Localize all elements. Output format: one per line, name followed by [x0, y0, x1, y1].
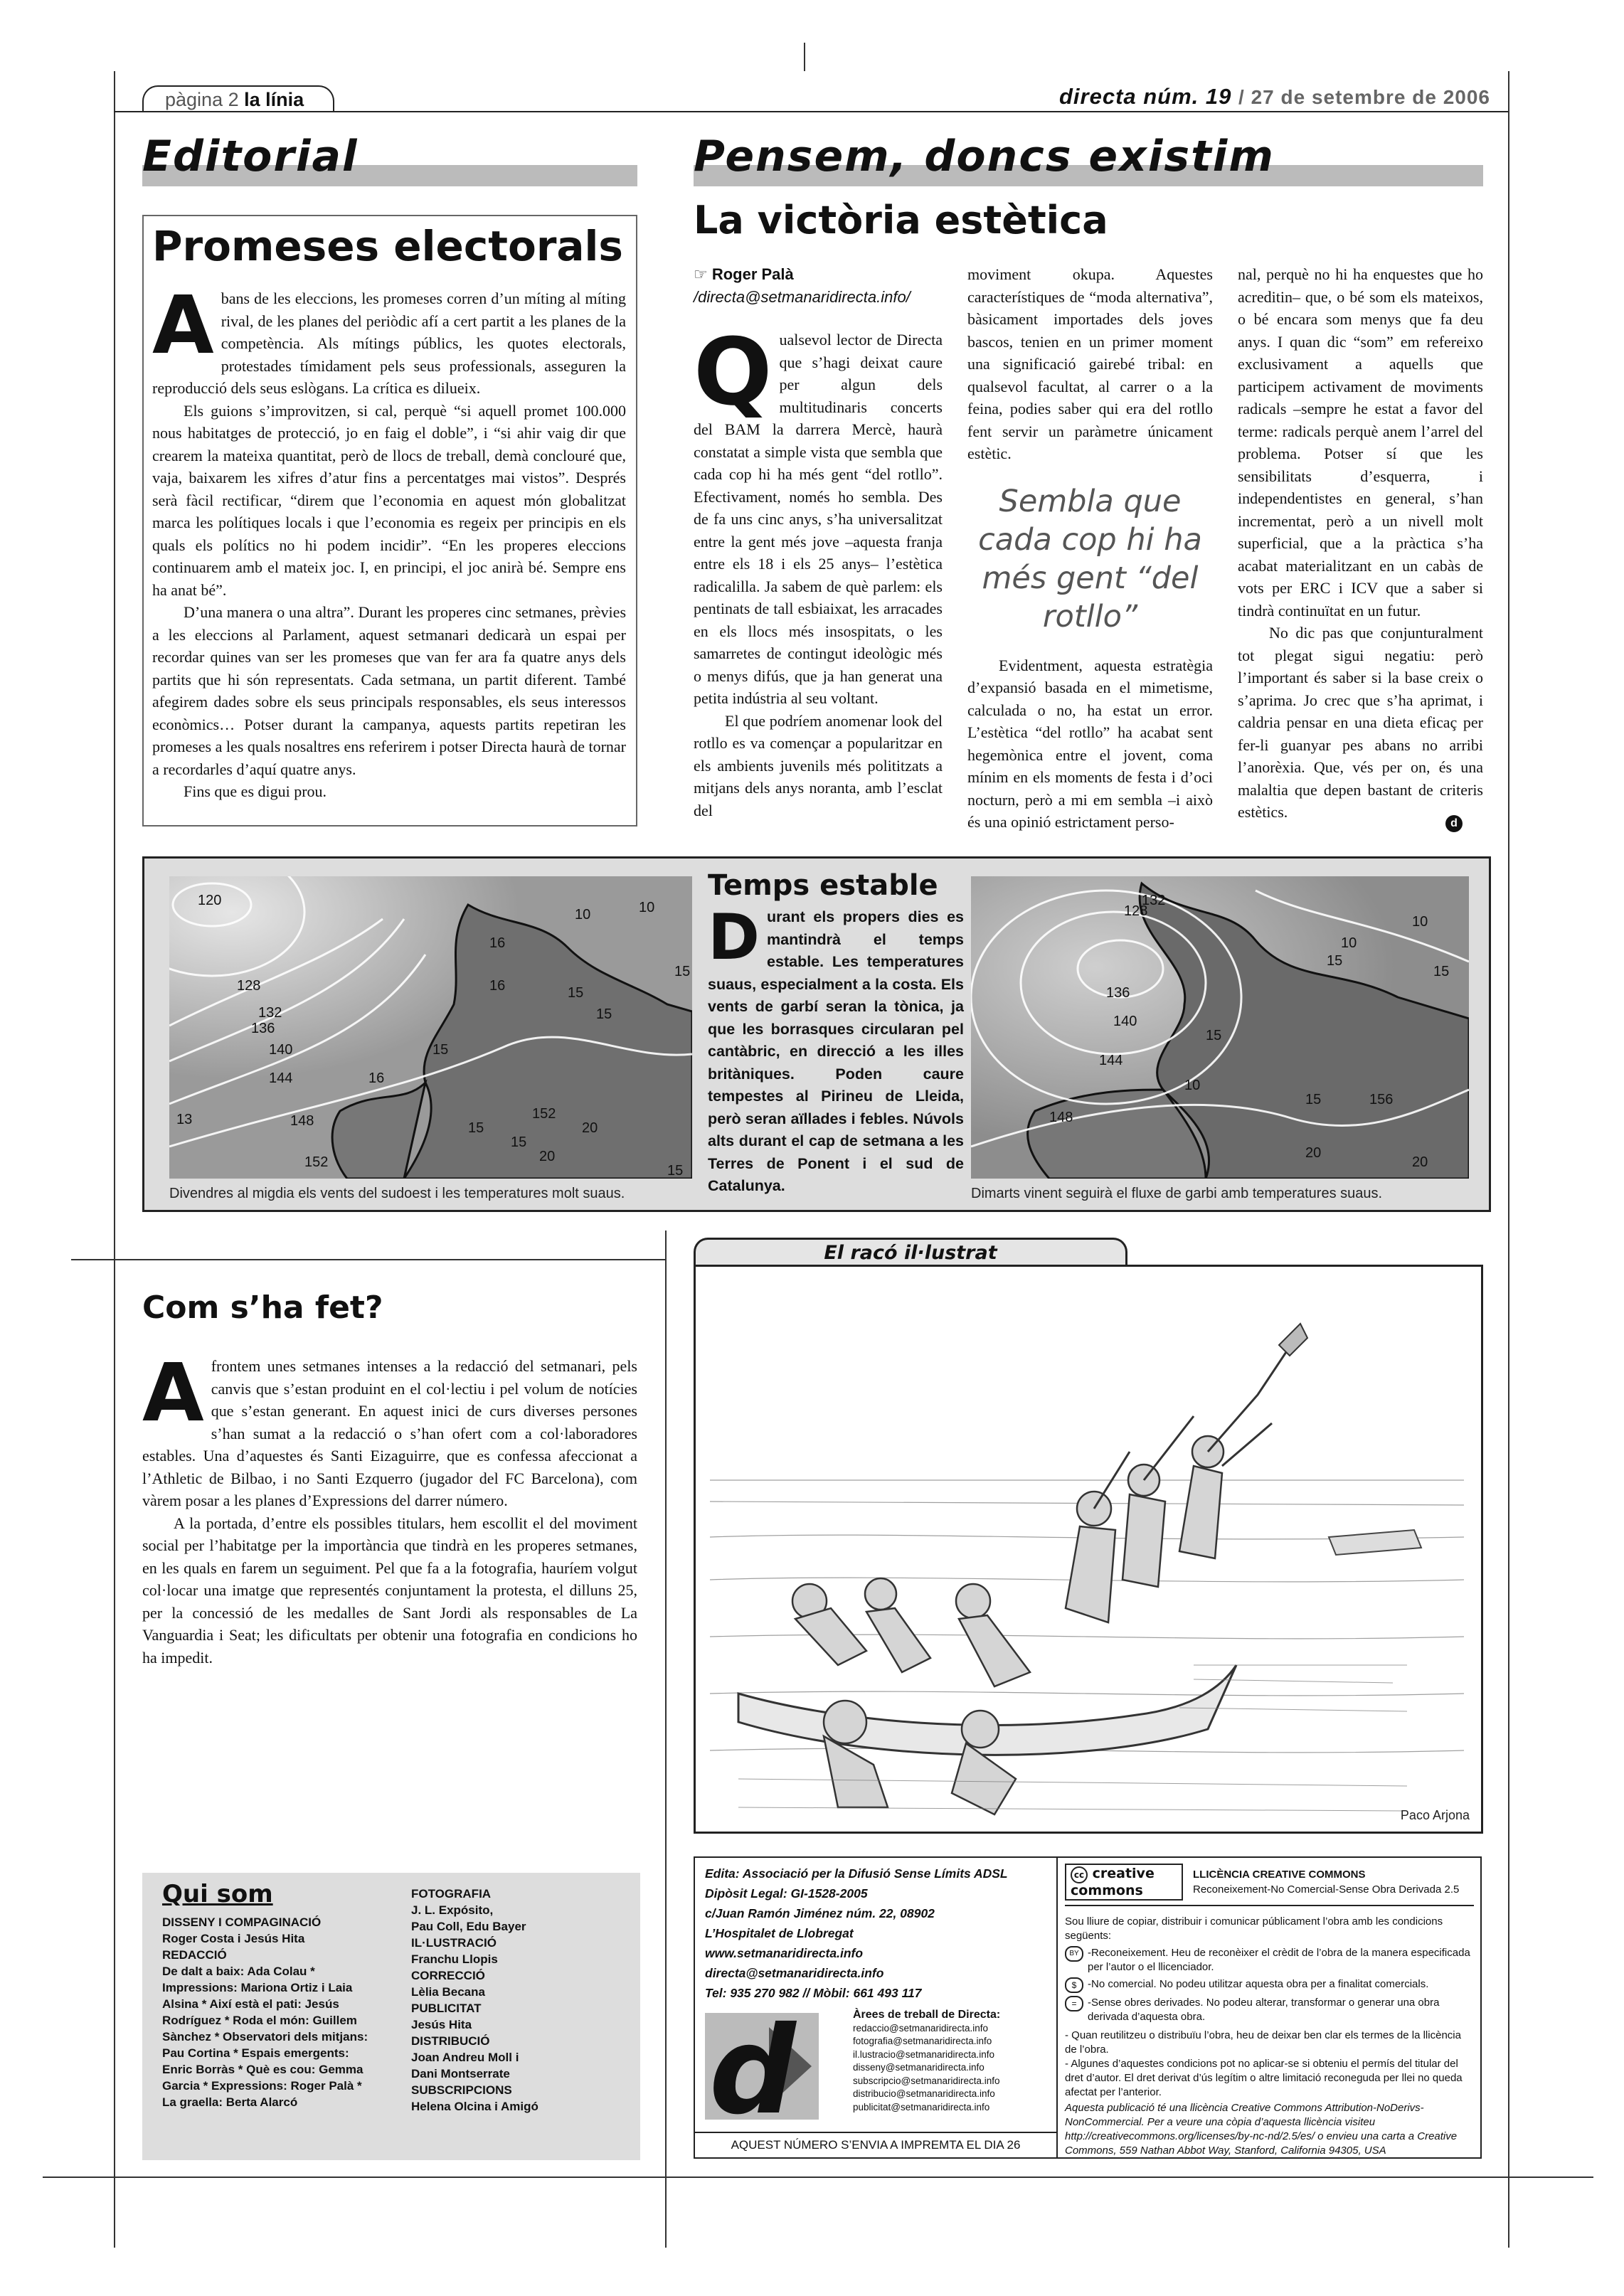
- credits-box: [694, 1856, 1482, 2159]
- map-label: 152: [304, 1154, 329, 1170]
- quisom-line: Impressions: Mariona Ortiz i Laia: [162, 1981, 353, 1994]
- editorial-paragraph: D’una manera o una altra”. Durant les properes cinc setmanes, prèvies a les eleccions al Parlament, aquest setmanari dedicarà un espai per recordar quines van ser les promeses que van fer ara fa quatre anys dels partits que hi són representats. Cada setmana, un partit diferent. També afegirem dades sobre els seus principals responsables, els seus interessos econòmics… Potser durant la campanya, aquests partits repetiran les promeses a les quals nosaltres ens referirem i potser Directa haurà de tornar a recordarles d’aquí quatre anys.: [152, 603, 626, 778]
- map-label: 15: [667, 1163, 684, 1179]
- publisher-line: c/Juan Ramón Jiménez núm. 22, 08902: [705, 1906, 935, 1920]
- opinion-section-heading: Pensem, doncs existim: [694, 132, 1275, 181]
- quisom-line: DISSENY I COMPAGINACIÓ: [162, 1915, 322, 1929]
- map-label: 15: [568, 985, 584, 1001]
- editorial-box: [142, 215, 637, 827]
- license-title: LLICÈNCIA CREATIVE COMMONS: [1193, 1869, 1366, 1881]
- map-label: 15: [1206, 1028, 1222, 1043]
- quisom-title: Qui som: [162, 1880, 273, 1908]
- publisher-lines: [705, 1864, 1054, 2003]
- opinion-column-2: [967, 263, 1213, 834]
- end-mark-icon: d: [1445, 815, 1463, 832]
- issue-date: / 27 de setembre de 2006: [1238, 86, 1490, 108]
- license-condition-text: -Reconeixement. Heu de reconèixer el crèdit de l’obra de la manera especificada per l’autor o el llicenciador.: [1088, 1947, 1470, 1973]
- editorial-dropcap: A: [152, 280, 214, 372]
- directa-logo: [705, 2013, 819, 2120]
- comshafet-dropcap: A: [142, 1347, 204, 1440]
- map-label: 140: [1113, 1014, 1137, 1029]
- map-label: 15: [432, 1042, 449, 1058]
- header-rule: [114, 111, 1508, 112]
- isobar-map-right: [971, 876, 1469, 1179]
- work-area-email: subscripcio@setmanaridirecta.info: [853, 2075, 1000, 2086]
- quisom-line: IL·LUSTRACIÓ: [411, 1936, 497, 1950]
- editorial-body: [152, 280, 626, 803]
- weather-dropcap: D: [708, 900, 760, 974]
- weather-caption-right: Dimarts vinent seguirà el fluxe de garbi amb temperatures suaus.: [971, 1186, 1383, 1201]
- license-condition-text: -Sense obres derivades. No podeu alterar, transformar o generar una obra derivada d’aquesta obra.: [1088, 1997, 1440, 2023]
- quisom-line: PUBLICITAT: [411, 2002, 482, 2015]
- map-label: 15: [1327, 953, 1343, 969]
- work-area-email: redaccio@setmanaridirecta.info: [853, 2022, 989, 2034]
- publisher-line: www.setmanaridirecta.info: [705, 1946, 864, 1960]
- opinion-author: ☞ Roger Palà: [694, 265, 794, 283]
- publisher-line: Dipòsit Legal: GI-1528-2005: [705, 1886, 868, 1901]
- quisom-line: Franchu Llopis: [411, 1952, 498, 1966]
- page-tab: [142, 85, 334, 112]
- crop-mark-top: [804, 43, 805, 71]
- cc-logo-text: creative commons: [1071, 1866, 1155, 1898]
- illustration-drawing: [696, 1267, 1481, 1832]
- quisom-line: CORRECCIÓ: [411, 1969, 485, 1982]
- quisom-line: Pau Coll, Edu Bayer: [411, 1920, 526, 1933]
- quisom-line: Pau Cortina * Espais emergents:: [162, 2046, 349, 2060]
- work-area-email: publicitat@setmanaridirecta.info: [853, 2101, 990, 2112]
- editorial-paragraph: Els guions s’improvitzen, si cal, perquè “si aquell promet 100.000 nous habitatges de protecció, jo en faig el doble”, i “si ahir vaig dir que crearem la mateixa quantitat, però de llocs de treball, demà conclouré que, vaja, baixarem les xifres d’atur fins a percentatges mai vistos”. Després serà fàcil rectificar, “direm que l’economia en aquest món globalitzat marca les polítiques locals i que l’economia es regeix per principis en els quals els polítics no hi podem incidir”. “En les properes eleccions continuarem amb el mateix joc. I, en principi, el joc anirà bé. Sempre ens ha anat bé”.: [152, 401, 626, 599]
- illustration-credit: Paco Arjona: [1400, 1808, 1470, 1822]
- quisom-line: FOTOGRAFIA: [411, 1887, 492, 1901]
- issue-info: [1059, 84, 1490, 110]
- quisom-line: Rodríguez * Roda el món: Guillem: [162, 2014, 357, 2027]
- map-label: 16: [368, 1070, 385, 1086]
- quisom-line: Roger Costa i Jesús Hita: [162, 1932, 305, 1945]
- opinion-paragraph: ualsevol lector de Directa que s’hagi deixat caure per algun dels multitudinaris concerts del BAM la darrera Mercè, haurà constatat a simple vista que sembla que cada cop hi ha més gent “del rotllo”. Efectivament, només ho sembla. Des de fa uns cinc anys, s’ha universalitzat entre la gent més jove –aquesta franja entre els 18 i els 25 anys– l’estètica radicalilla. Ja sabem de què parlem: els pentinats de tall esbiaixat, les arracades en els llocs més insospitats, o les samarretes de contingut ideològic més o menys difús, que ja han generat una petita indústria al seu voltant.: [694, 331, 943, 707]
- map-label: 10: [1184, 1078, 1201, 1093]
- cc-logo: [1065, 1864, 1183, 1901]
- opinion-column-1: [694, 318, 943, 822]
- comshafet-title: Com s’ha fet?: [142, 1290, 383, 1326]
- license-intro: Sou lliure de copiar, distribuir i comunicar públicament l’obra amb les condicions següents:: [1065, 1915, 1443, 1942]
- illustration-tab: El racó il·lustrat: [694, 1238, 1127, 1266]
- editorial-section-heading: Editorial: [142, 132, 359, 181]
- license-note: - Algunes d’aquestes condicions pot no aplicar-se si obteniu el permís del titular del dret d’autor. El dret derivat d’ús legítim o altre limitació reconeguda per llei no queda afectat per l’anterior.: [1065, 2058, 1463, 2098]
- opinion-paragraph: No dic pas que conjunturalment tot plegat sigui negatiu: però l’important és saber si la base creix o s’aprima. Jo crec que s’ha aprimat, i caldria pensar en una dieta eficaç per fer-li guanyar pes abans no arribi l’anorèxia. Que, vés per on, és una malaltia que depen bastant de criteris estètics.: [1238, 624, 1483, 821]
- quisom-line: Sànchez * Observatori dels mitjans:: [162, 2030, 368, 2043]
- quisom-line: La graella: Berta Alarcó: [162, 2095, 298, 2109]
- frame-line-left: [114, 71, 115, 2248]
- quisom-line: Garcia * Expressions: Roger Palà *: [162, 2079, 362, 2093]
- map-label: 10: [575, 907, 591, 923]
- quisom-line: Helena Olcina i Amigó: [411, 2100, 538, 2113]
- work-area-email: disseny@setmanaridirecta.info: [853, 2062, 985, 2073]
- work-area-email: fotografia@setmanaridirecta.info: [853, 2036, 992, 2046]
- map-label: 15: [674, 964, 691, 979]
- quisom-line: Dani Montserrate: [411, 2067, 510, 2080]
- quisom-left-column: [162, 1914, 397, 2110]
- opinion-dropcap: Q: [694, 318, 773, 426]
- directa-logo-letter: d: [709, 2013, 796, 2120]
- quisom-line: Enric Borràs * Què es cou: Gemma: [162, 2063, 363, 2076]
- map-label: 144: [1099, 1053, 1123, 1068]
- attribution-icon: BY: [1065, 1946, 1083, 1962]
- opinion-title: La victòria estètica: [694, 198, 1108, 243]
- license-condition-nc: [1065, 1977, 1474, 1993]
- map-label: 15: [1433, 964, 1450, 979]
- map-label: 132: [1142, 893, 1166, 908]
- map-label: 136: [1106, 985, 1130, 1001]
- quisom-line: Jesús Hita: [411, 2018, 472, 2031]
- work-areas: [853, 2009, 1052, 2114]
- weather-article: [708, 869, 964, 1198]
- map-label: 148: [290, 1113, 314, 1129]
- opinion-column-3: [1238, 263, 1483, 824]
- weather-title: Temps estable: [708, 869, 938, 902]
- quisom-line: Alsina * Així està el pati: Jesús: [162, 1997, 339, 2011]
- map-label: 20: [582, 1120, 598, 1136]
- quisom-line: De dalt a baix: Ada Colau *: [162, 1965, 315, 1978]
- section-label: la línia: [244, 89, 304, 110]
- work-areas-title: Àrees de treball de Directa:: [853, 2009, 1001, 2021]
- publisher-line: Tel: 935 270 982 // Mòbil: 661 493 117: [705, 1986, 922, 2000]
- opinion-paragraph: moviment okupa. Aquestes característiques de “moda alternativa”, bàsicament importades dels joves bascos, tenien en un primer moment una significació gairebé tribal: en qualsevol facultat, al carrer o a la feina, podies saber qui era del rotllo fent servir un paràmetre únicament estètic.: [967, 265, 1213, 462]
- editorial-paragraph: bans de les eleccions, les promeses corren d’un míting al míting rival, de les planes del periòdic afí a cert partit a les planes de la competència. Als mítings públics, les quotes electorals, protestades tímidament pels seus professionals, asseguren la reproducció dels seus eslògans. La crítica es dilueix.: [152, 289, 626, 397]
- comshafet-body: [142, 1347, 637, 1669]
- frame-line-bottom: [43, 2177, 1593, 2178]
- noncommercial-icon: $: [1065, 1977, 1083, 1993]
- quisom-line: J. L. Expósito,: [411, 1903, 494, 1917]
- map-label: 15: [468, 1120, 484, 1136]
- directa-logo-icon: [705, 2013, 819, 2120]
- license-panel: [1065, 1864, 1474, 2158]
- opinion-paragraph: nal, perquè no hi ha enquestes que ho acreditin– que, o bé som els mateixos, o bé encara som menys que fa deu anys. I quan dic “som” em refereixo exclusivament a aquells que participem activament de moviments radicals –sempre he estat a favor del terme: radicals perquè anem l’arrel del problema. Potser sí que les sensibilitats d’esquerra, i independentistes en general, s’han incrementat, però a un nivell molt superficial, que a la pràctica s’ha acabat materialitzant en un cabàs de vots per ERC i ICV que a saber si tindrà continuïtat en un futur.: [1238, 265, 1483, 620]
- map-label: 140: [269, 1042, 293, 1058]
- weather-body: [708, 900, 964, 1198]
- cc-icon: cc: [1071, 1866, 1088, 1883]
- map-label: 10: [1412, 914, 1428, 930]
- opinion-paragraph: El que podríem anomenar look del rotllo es va començar a popularitzar en els ambients juvenils més polititzats a mitjans dels anys noranta, amb l’esclat del: [694, 711, 943, 819]
- isobar-map-left: [169, 876, 692, 1179]
- map-label: 20: [1305, 1145, 1322, 1161]
- opinion-byline: [694, 263, 943, 309]
- frame-line-right: [1508, 71, 1509, 2248]
- opinion-pullquote: Sembla que cada cop hi ha més gent “del rotllo”: [978, 483, 1202, 634]
- weather-map-right: [971, 876, 1469, 1179]
- license-footer: Aquesta publicació té una llicència Creative Commons Attribution-NoDerivs-NonCommercial. Per a veure una còpia d’aquesta llicència visiteu http://creativecommons.org/licenses/by-nc-nd/2.5/es/ o envieu una carta a Creative Commons, 559 Nathan Abbot Way, Stanford, California 94305, USA: [1065, 2102, 1458, 2157]
- map-label: 15: [511, 1134, 527, 1150]
- work-area-email: il.lustracio@setmanaridirecta.info: [853, 2048, 995, 2060]
- quisom-box: [142, 1873, 640, 2160]
- quisom-line: SUBSCRIPCIONS: [411, 2083, 512, 2097]
- publisher-panel: [695, 1858, 1058, 2159]
- comshafet-paragraph: frontem unes setmanes intenses a la redacció del setmanari, pels canvis que s’estan produint en el col·lectiu i pel volum de notícies que s’estan generant. En aquest inici de curs diverses persones s’han sumat a la redacció o s’han ofert com a col·laboradores estables. Una d’aquestes és Santi Eizaguirre, que es confessa afeccionat a l’Athletic de Bilbao, i no Santi Ezquerro (jugador del FC Barcelona), com vàrem posar a les planes d’Expressions del darrer número.: [142, 1357, 637, 1509]
- weather-map-left: [169, 876, 692, 1179]
- publisher-line: Edita: Associació per la Difusió Sense Límits ADSL: [705, 1866, 1008, 1881]
- quisom-right-column: [411, 1886, 625, 2115]
- editorial-paragraph: Fins que es digui prou.: [184, 782, 327, 800]
- map-label: 152: [532, 1106, 556, 1122]
- quisom-line: DISTRIBUCIÓ: [411, 2034, 490, 2048]
- license-subtitle: Reconeixement-No Comercial-Sense Obra Derivada 2.5: [1193, 1883, 1460, 1896]
- map-label: 148: [1049, 1110, 1073, 1125]
- page-label: pàgina 2: [165, 89, 239, 110]
- weather-box: [142, 856, 1491, 1212]
- map-label: 20: [1412, 1154, 1428, 1170]
- map-label: 120: [198, 893, 222, 908]
- map-label: 15: [1305, 1092, 1322, 1107]
- quisom-line: Joan Andreu Moll i: [411, 2051, 519, 2064]
- license-condition-by: [1065, 1946, 1474, 1975]
- map-label: 10: [639, 900, 655, 915]
- map-label: 16: [489, 978, 506, 994]
- noderivs-icon: =: [1065, 1996, 1083, 2011]
- print-note: AQUEST NÚMERO S’ENVIA A IMPREMTA EL DIA 26: [695, 2132, 1056, 2159]
- map-label: 10: [1341, 935, 1357, 951]
- frame-line-center: [665, 1231, 667, 2248]
- weather-text: urant els propers dies es mantindrà el temps estable. Les temperatures suaus, especialment a la costa. Els vents de garbí seran la tònica, ja que les borrasques circularan pel cantàbric, en direcció a les illes britàniques. Poden caure tempestes al Pirineu de Lleida, però seran aïllades i febles. Núvols alts durant el cap de setmana a les Terres de Ponent i el sud de Catalunya.: [708, 908, 964, 1194]
- map-label: 20: [539, 1149, 556, 1164]
- quisom-line: REDACCIÓ: [162, 1948, 227, 1962]
- license-condition-text: -No comercial. No podeu utilitzar aquesta obra per a finalitat comercials.: [1088, 1978, 1429, 1990]
- map-label: 132: [258, 1005, 282, 1021]
- publisher-line: directa@setmanaridirecta.info: [705, 1966, 884, 1980]
- publisher-line: L’Hospitalet de Llobregat: [705, 1926, 854, 1940]
- map-label: 156: [1369, 1092, 1394, 1107]
- map-label: 136: [251, 1021, 275, 1036]
- map-label: 16: [489, 935, 506, 951]
- opinion-email: /directa@setmanaridirecta.info/: [694, 288, 911, 306]
- map-label: 144: [269, 1070, 293, 1086]
- editorial-title: Promeses electorals: [152, 222, 623, 270]
- map-label: 15: [596, 1006, 612, 1022]
- license-condition-nd: [1065, 1996, 1474, 2024]
- work-area-email: distribucio@setmanaridirecta.info: [853, 2088, 995, 2099]
- issue-number: directa núm. 19: [1058, 84, 1232, 109]
- map-label: 13: [176, 1112, 193, 1127]
- frame-line-mid: [71, 1259, 665, 1260]
- quisom-line: Lèlia Becana: [411, 1985, 485, 1999]
- map-label: 128: [1124, 903, 1148, 919]
- opinion-paragraph: Evidentment, aquesta estratègia d’expansió basada en el mimetisme, calculada o no, ha estat un error. L’estètica “del rotllo” ha acabat sent hegemònica entre el jovent, coma mínim en els moments de festa i d’oci nocturn, però a mi em sembla –i això és una opinió estrictament perso-: [967, 656, 1213, 831]
- weather-caption-left: Divendres al migdia els vents del sudoest i les temperatures molt suaus.: [169, 1186, 625, 1201]
- license-note: - Quan reutilitzeu o distribuïu l’obra, heu de deixar ben clar els termes de la llicència de l’obra.: [1065, 2029, 1461, 2056]
- illustration-frame: [694, 1265, 1483, 1834]
- comshafet-paragraph: A la portada, d’entre els possibles titulars, hem escollit el del moviment social per l’habitatge per la importància que tindrà en les properes setmanes, en les quals en farem un seguiment. Pel que fa a la fotografia, hauríem volgut col·locar una imatge que representés conjuntament la protesta, el dilluns 25, per la concessió de les medalles de Sant Jordi als responsables de La Vanguardia i Seat; les dificultats per obtenir una fotografia en condicions ho ha impedit.: [142, 1514, 637, 1667]
- map-label: 128: [237, 978, 261, 994]
